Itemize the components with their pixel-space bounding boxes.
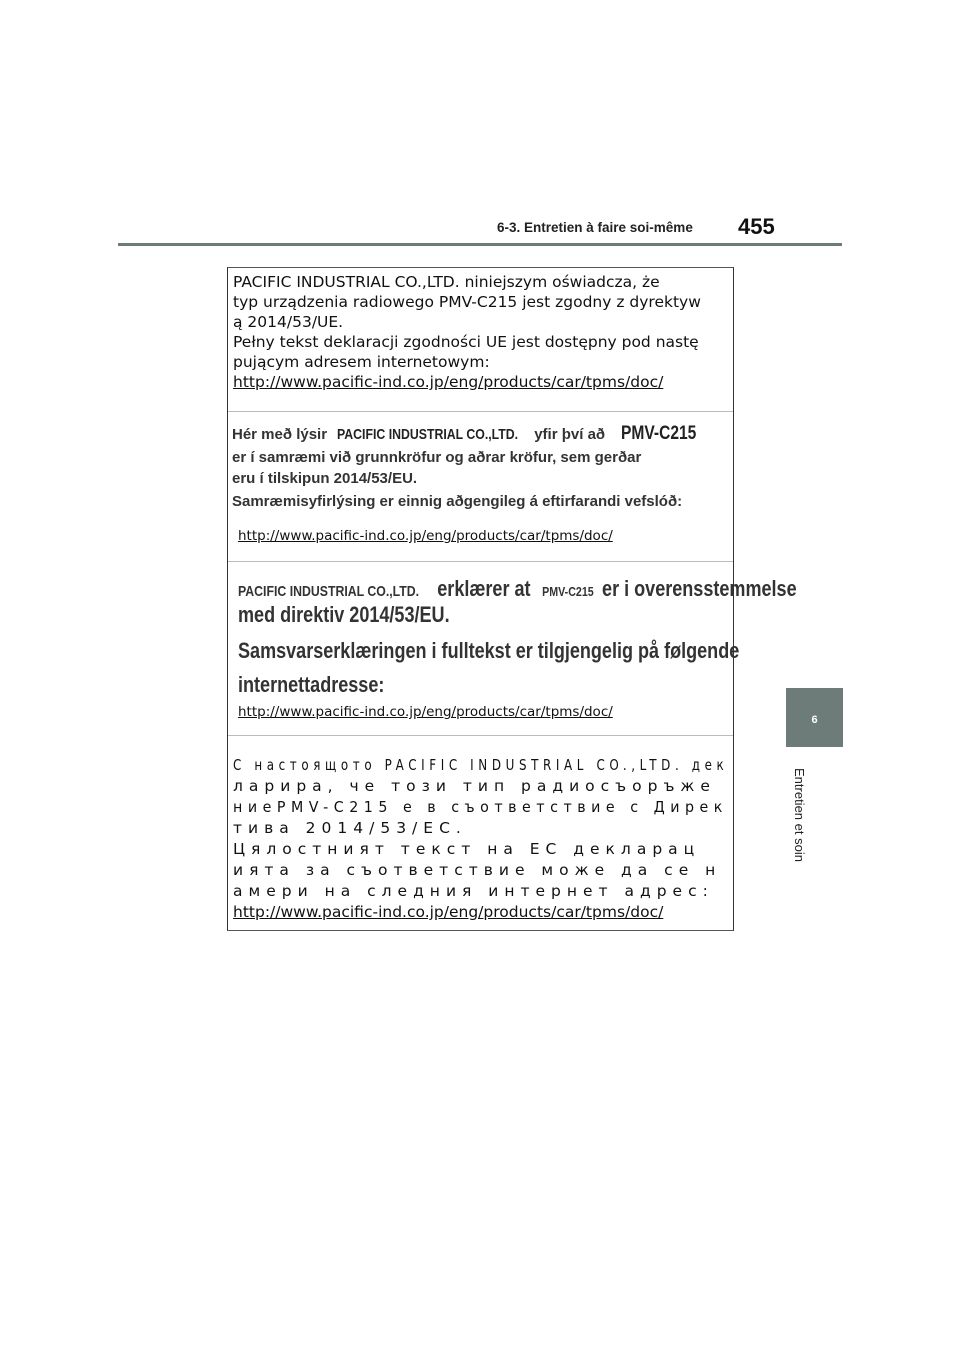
bulgarian-text: ларира, че този тип радиосъоръже	[233, 777, 716, 795]
chapter-tab	[786, 688, 843, 747]
divider	[228, 411, 733, 412]
icelandic-line-2: er í samræmi við grunnkröfur og aðrar kröfur, sem gerðar	[232, 449, 642, 466]
bulgarian-line	[233, 860, 728, 881]
bulgarian-line	[233, 755, 729, 776]
bulgarian-text: тива 2014/53/ЕС.	[233, 819, 467, 837]
page-number: 455	[738, 214, 775, 239]
divider	[228, 735, 733, 736]
bulgarian-text: амери на следния интернет адрес:	[233, 882, 714, 900]
icelandic-text: Hér með lýsir	[232, 426, 328, 443]
norwegian-line-2: med direktiv 2014/53/EU.	[238, 602, 450, 627]
section-title: 6-3. Entretien à faire soi-même	[497, 220, 693, 235]
bulgarian-line	[233, 839, 728, 860]
bulgarian-line	[233, 776, 728, 797]
divider	[228, 561, 733, 562]
chapter-number: 6	[811, 714, 818, 726]
bulgarian-text: ниеPMV-C215 е в съответствие с Дирек	[233, 798, 728, 816]
bulgarian-url-link[interactable]: http://www.pacific-ind.co.jp/eng/products/car/tpms/doc/	[233, 903, 664, 921]
bulgarian-line	[233, 818, 728, 839]
icelandic-line-4: Samræmisyfirlýsing er einnig aðgengileg á eftirfarandi vefslóð:	[232, 493, 683, 510]
bulgarian-text: С настоящото PACIFIC INDUSTRIAL CO.,LTD. дек	[233, 756, 729, 774]
icelandic-line-1	[232, 423, 713, 446]
polish-line: PACIFIC INDUSTRIAL CO.,LTD. niniejszym oświadcza, że	[233, 273, 660, 291]
polish-declaration	[233, 272, 728, 392]
icelandic-line-3: eru í tilskipun 2014/53/EU.	[232, 470, 418, 487]
bulgarian-line	[233, 881, 728, 902]
polish-line: pującym adresem internetowym:	[233, 353, 490, 371]
icelandic-url-link[interactable]: http://www.pacific-ind.co.jp/eng/products/car/tpms/doc/	[238, 528, 613, 544]
norwegian-company: PACIFIC INDUSTRIAL CO.,LTD.	[238, 583, 420, 600]
bulgarian-text: Цялостният текст на ЕС декларац	[233, 840, 701, 858]
bulgarian-line	[233, 797, 728, 818]
norwegian-line-1	[238, 576, 797, 602]
norwegian-text: erklærer at	[437, 576, 531, 601]
polish-line: Pełny tekst deklaracji zgodności UE jest dostępny pod nastę	[233, 333, 699, 351]
norwegian-text: er i overensstemmelse	[602, 576, 797, 601]
norwegian-line-4: internettadresse:	[238, 672, 385, 697]
norwegian-line-3: Samsvarserklæringen i fulltekst er tilgjengelig på følgende	[238, 638, 740, 663]
icelandic-company: PACIFIC INDUSTRIAL CO.,LTD.	[337, 426, 519, 443]
declarations-box	[227, 267, 797, 931]
icelandic-text: yfir því að	[534, 426, 606, 443]
polish-line: typ urządzenia radiowego PMV-C215 jest zgodny z dyrektyw	[233, 293, 701, 311]
norwegian-model: PMV-C215	[542, 584, 594, 599]
norwegian-url-link[interactable]: http://www.pacific-ind.co.jp/eng/products/car/tpms/doc/	[238, 704, 613, 720]
polish-url-link[interactable]: http://www.pacific-ind.co.jp/eng/products/car/tpms/doc/	[233, 373, 664, 391]
header-rule	[118, 243, 842, 246]
chapter-label: Entretien et soin	[792, 768, 807, 862]
bulgarian-text: ията за съответствие може да се н	[233, 861, 722, 879]
icelandic-model: PMV-C215	[621, 423, 697, 444]
polish-line: ą 2014/53/UE.	[233, 313, 344, 331]
